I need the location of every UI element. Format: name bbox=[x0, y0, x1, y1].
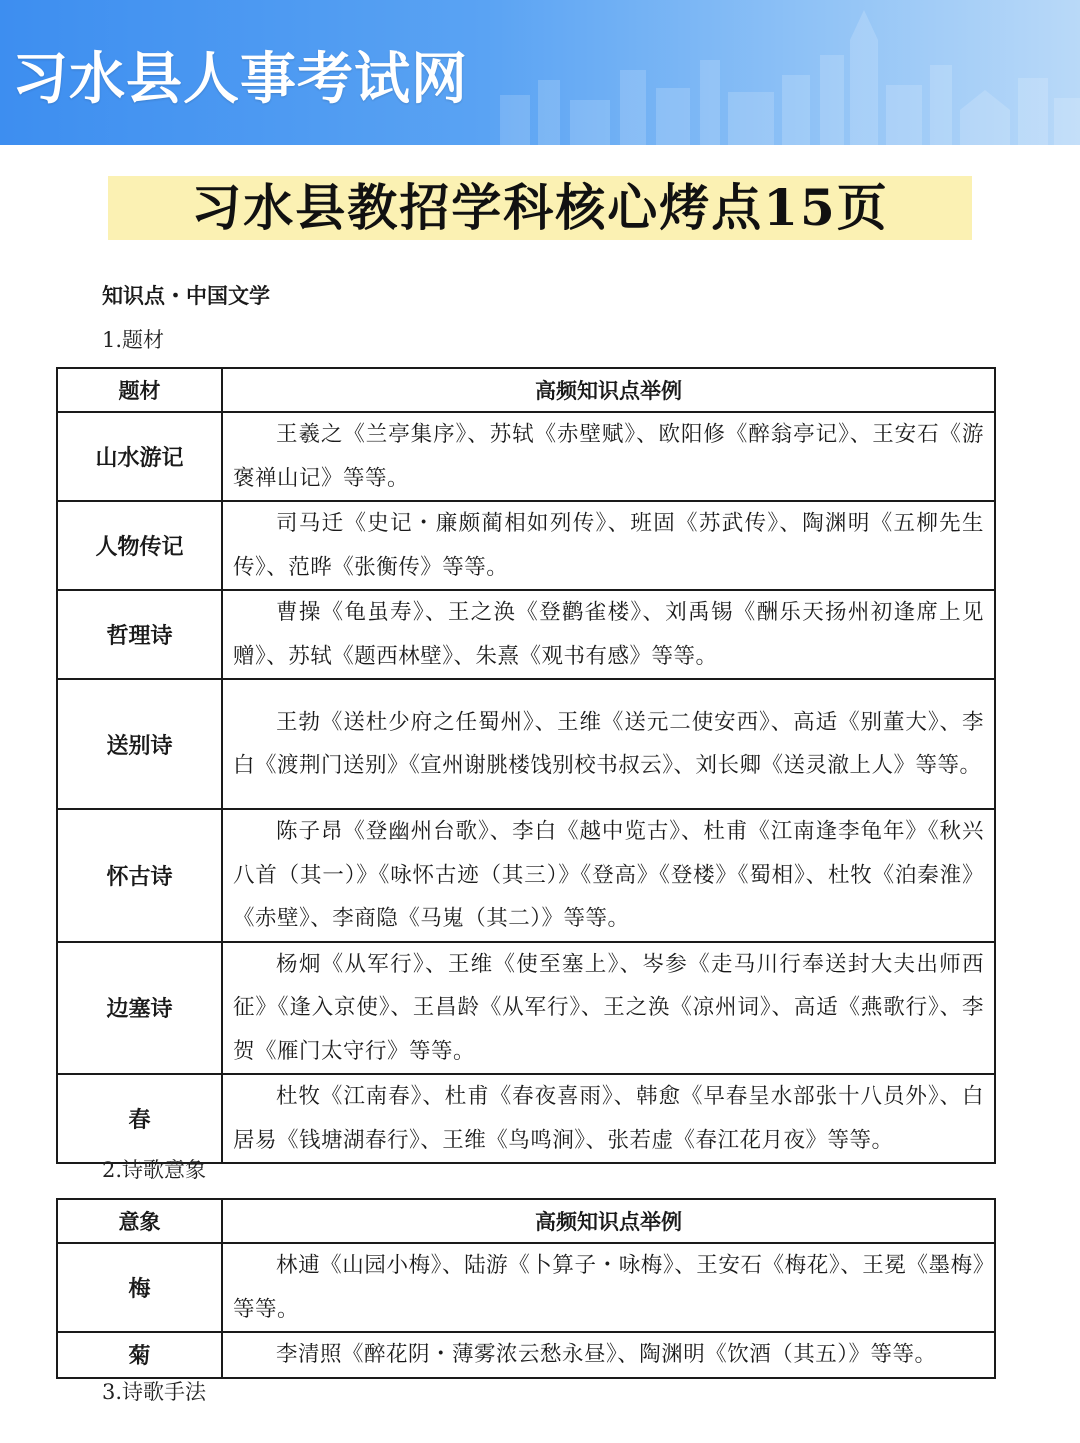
content-cell: 杨炯《从军行》、王维《使至塞上》、岑参《走马川行奉送封大夫出师西征》《逢入京使》、王昌龄《从军行》、王之涣《凉州词》、高适《燕歌行》、李贺《雁门太守行》等等。 bbox=[222, 942, 995, 1075]
category-cell: 人物传记 bbox=[57, 501, 222, 590]
column-header: 高频知识点举例 bbox=[222, 368, 995, 412]
table-header-row bbox=[57, 1199, 995, 1243]
site-title: 习水县人事考试网 bbox=[12, 47, 468, 112]
table-row bbox=[57, 1332, 995, 1378]
content-cell: 杜牧《江南春》、杜甫《春夜喜雨》、韩愈《早春呈水部张十八员外》、白居易《钱塘湖春行》、王维《鸟鸣涧》、张若虚《春江花月夜》等等。 bbox=[222, 1074, 995, 1163]
imagery-table bbox=[56, 1198, 996, 1379]
table-row bbox=[57, 1074, 995, 1163]
table-row bbox=[57, 1243, 995, 1332]
column-header: 意象 bbox=[57, 1199, 222, 1243]
content-cell: 曹操《龟虽寿》、王之涣《登鹳雀楼》、刘禹锡《酬乐天扬州初逢席上见赠》、苏轼《题西林壁》、朱熹《观书有感》等等。 bbox=[222, 590, 995, 679]
city-skyline-illustration bbox=[460, 0, 1080, 145]
content-cell: 李清照《醉花阴・薄雾浓云愁永昼》、陶渊明《饮酒（其五）》等等。 bbox=[222, 1332, 995, 1378]
table-row bbox=[57, 679, 995, 809]
category-cell: 春 bbox=[57, 1074, 222, 1163]
category-cell: 送别诗 bbox=[57, 679, 222, 809]
category-cell: 怀古诗 bbox=[57, 809, 222, 942]
subject-subheading: 1.题材 bbox=[102, 328, 165, 352]
category-cell: 边塞诗 bbox=[57, 942, 222, 1075]
table-header-row bbox=[57, 368, 995, 412]
column-header: 题材 bbox=[57, 368, 222, 412]
content-cell: 王勃《送杜少府之任蜀州》、王维《送元二使安西》、高适《别董大》、李白《渡荆门送别》《宣州谢朓楼饯别校书叔云》、刘长卿《送灵澈上人》等等。 bbox=[222, 679, 995, 809]
table-row bbox=[57, 590, 995, 679]
column-header: 高频知识点举例 bbox=[222, 1199, 995, 1243]
section-heading: 知识点・中国文学 bbox=[102, 284, 270, 308]
subject-table bbox=[56, 367, 996, 1164]
content-cell: 司马迁《史记・廉颇蔺相如列传》、班固《苏武传》、陶渊明《五柳先生传》、范晔《张衡传》等等。 bbox=[222, 501, 995, 590]
content-cell: 林逋《山园小梅》、陆游《卜算子・咏梅》、王安石《梅花》、王冕《墨梅》等等。 bbox=[222, 1243, 995, 1332]
technique-subheading: 3.诗歌手法 bbox=[102, 1380, 207, 1404]
table-row bbox=[57, 501, 995, 590]
category-cell: 山水游记 bbox=[57, 412, 222, 501]
document-title: 习水县教招学科核心烤点15页 bbox=[191, 178, 889, 237]
table-row bbox=[57, 809, 995, 942]
category-cell: 哲理诗 bbox=[57, 590, 222, 679]
category-cell: 菊 bbox=[57, 1332, 222, 1378]
imagery-subheading: 2.诗歌意象 bbox=[102, 1158, 207, 1182]
table-row bbox=[57, 412, 995, 501]
table-row bbox=[57, 942, 995, 1075]
content-cell: 陈子昂《登幽州台歌》、李白《越中览古》、杜甫《江南逢李龟年》《秋兴八首（其一）》《咏怀古迹（其三）》《登高》《登楼》《蜀相》、杜牧《泊秦淮》《赤壁》、李商隐《马嵬（其二）》等等。 bbox=[222, 809, 995, 942]
content-cell: 王羲之《兰亭集序》、苏轼《赤壁赋》、欧阳修《醉翁亭记》、王安石《游褒禅山记》等等。 bbox=[222, 412, 995, 501]
category-cell: 梅 bbox=[57, 1243, 222, 1332]
